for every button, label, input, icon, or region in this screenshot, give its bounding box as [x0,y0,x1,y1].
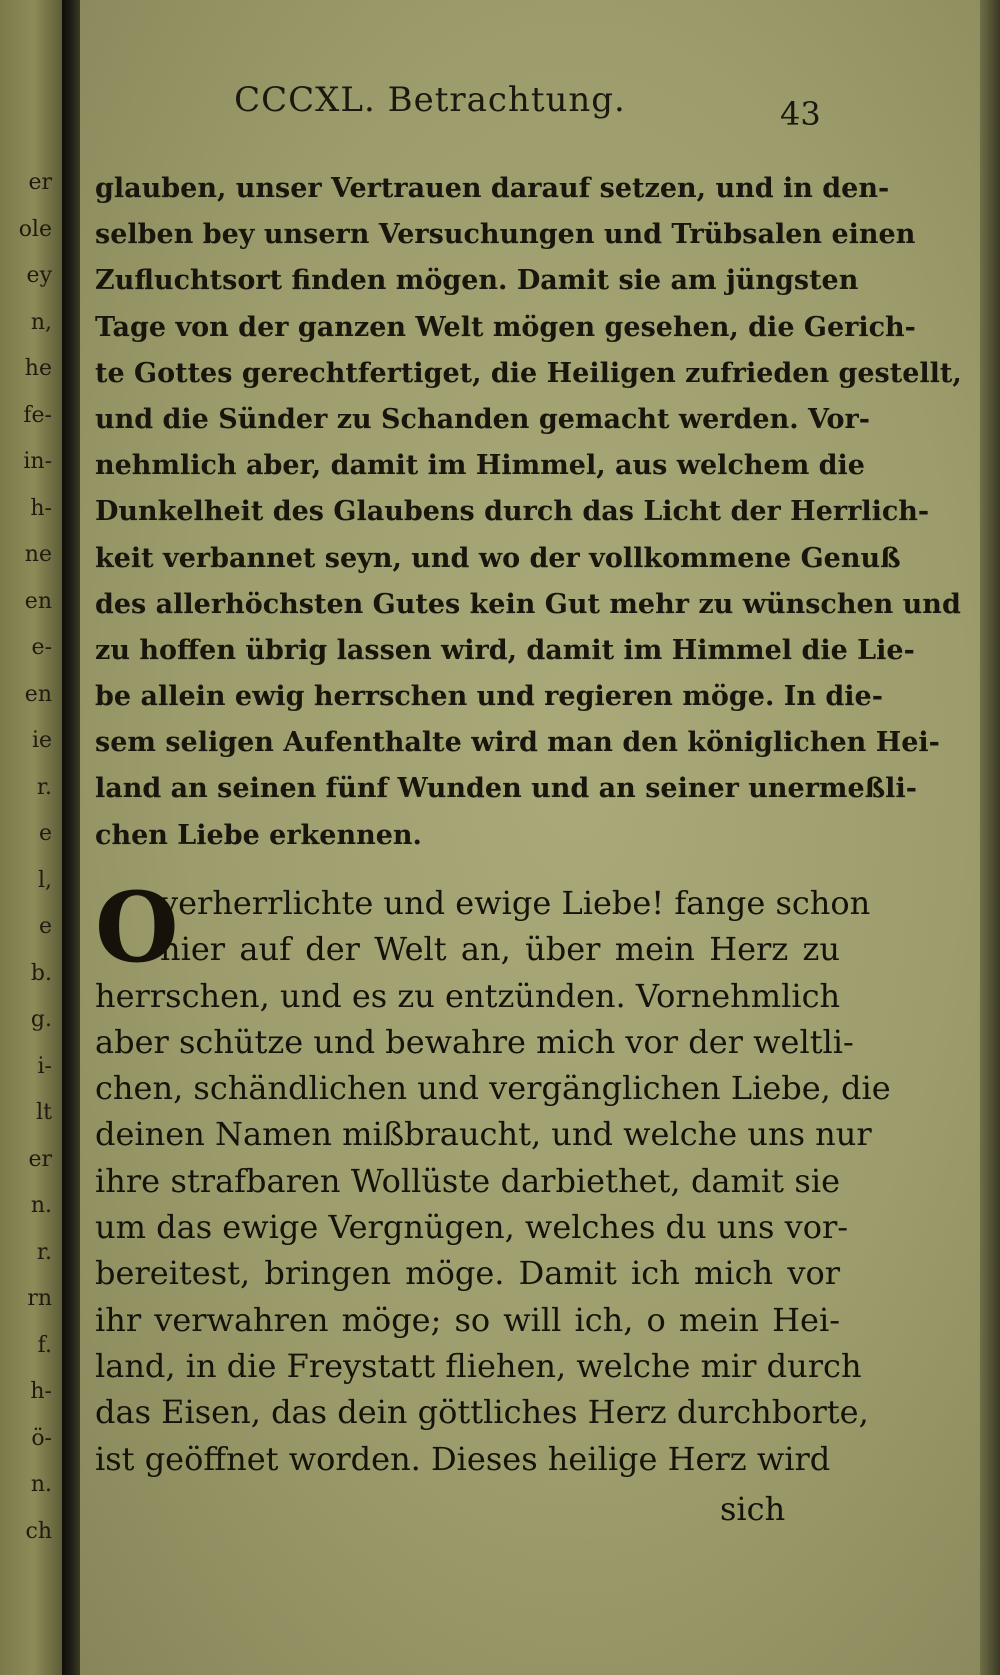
prayer-line: ihr verwahren möge; so will ich, o mein Hei- [95,1300,840,1339]
text-line: selben bey unsern Versuchungen und Trübsalen einen [95,219,916,251]
facing-page-fragment: er [28,170,52,195]
facing-page-edge [0,0,62,1675]
prayer-line: ist geöffnet worden. Dieses heilige Herz wird [95,1439,831,1478]
facing-page-fragments [2,160,52,1555]
text-line: Dunkelheit des Glaubens durch das Licht der Herrlich- [95,496,930,528]
facing-page-fragment: e [38,914,52,939]
facing-page-fragment: b. [30,960,52,986]
text-line: nehmlich aber, damit im Himmel, aus welchem die [95,450,865,482]
prayer-line: deinen Namen mißbraucht, und welche uns nur [95,1115,872,1154]
facing-page-fragment: en [24,588,52,614]
prayer-line: hier auf der Welt an, über mein Herz zu [160,930,840,969]
facing-page-fragment: in- [23,449,52,474]
prayer-line: chen, schändlichen und vergänglichen Liebe, die [95,1069,891,1108]
text-line: Tage von der ganzen Welt mögen gesehen, die Gerich- [95,311,916,343]
facing-page-fragment: i- [37,1053,52,1079]
facing-page-fragment: he [24,356,52,381]
facing-page-fragment: ey [26,263,52,288]
text-line: chen Liebe erkennen. [95,819,422,851]
facing-page-fragment: r. [36,1239,52,1265]
prayer-line: land, in die Freystatt fliehen, welche mir durch [95,1346,862,1385]
prayer-paragraph [95,871,891,1482]
text-line: Zufluchtsort finden mögen. Damit sie am jüngsten [95,265,859,297]
text-line: und die Sünder zu Schanden gemacht werden. Vor- [95,403,870,435]
facing-page-fragment: n. [30,1193,52,1218]
facing-page-fragment: ie [31,728,52,753]
text-line: keit verbannet seyn, und wo der vollkommene Genuß [95,542,901,574]
drop-cap: O [95,871,179,984]
prayer-line: herrschen, und es zu entzünden. Vornehmlich [95,976,841,1015]
facing-page-fragment: e [38,821,52,846]
page-edge-right [980,0,1000,1675]
text-line: glauben, unser Vertrauen darauf setzen, und in den- [95,173,890,204]
facing-page-fragment: f. [37,1332,52,1358]
book-gutter [62,0,80,1675]
text-line: zu hoffen übrig lassen wird, damit im Himmel die Lie- [95,634,915,666]
facing-page-fragment: ch [25,1518,52,1544]
facing-page-fragment: n. [30,1472,52,1497]
body-paragraph [95,166,962,859]
facing-page-fragment: fe- [23,402,52,428]
page-number: 43 [780,95,821,133]
facing-page-fragment: rn [27,1286,52,1311]
prayer-line: aber schütze und bewahre mich vor der weltli- [95,1022,854,1061]
facing-page-fragment: g. [30,1007,52,1032]
prayer-line: bereitest, bringen möge. Damit ich mich vor [95,1254,840,1293]
facing-page-fragment: h- [30,1379,52,1404]
facing-page-fragment: ne [24,542,52,567]
text-line: te Gottes gerechtfertiget, die Heiligen zufrieden gestellt, [95,357,962,389]
prayer-line: das Eisen, das dein göttliches Herz durchborte, [95,1393,869,1432]
prayer-line: um das ewige Vergnügen, welches du uns vor- [95,1208,849,1247]
text-line: sem seligen Aufenthalte wird man den königlichen Hei- [95,727,940,759]
facing-page-fragment: e- [31,635,52,660]
facing-page-fragment: l, [37,867,52,893]
facing-page-fragment: lt [36,1100,52,1125]
facing-page-fragment: n, [30,309,52,335]
text-line: des allerhöchsten Gutes kein Gut mehr zu wünschen und [95,588,961,620]
text-line: land an seinen fünf Wunden und an seiner unermeßli- [95,773,917,805]
facing-page-fragment: h- [30,495,52,521]
prayer-line: verherrlichte und ewige Liebe! fange schon [160,884,871,922]
text-line: be allein ewig herrschen und regieren möge. In die- [95,681,883,713]
facing-page-fragment: en [24,681,52,707]
facing-page-fragment: ole [18,216,52,242]
running-head: CCCXL. Betrachtung. [234,80,626,120]
facing-page-fragment: er [28,1146,52,1172]
prayer-line: ihre strafbaren Wollüste darbiethet, damit sie [95,1161,840,1200]
catchword: sich [720,1490,786,1528]
facing-page-fragment: ö- [31,1425,52,1451]
facing-page-fragment: r. [36,774,52,800]
